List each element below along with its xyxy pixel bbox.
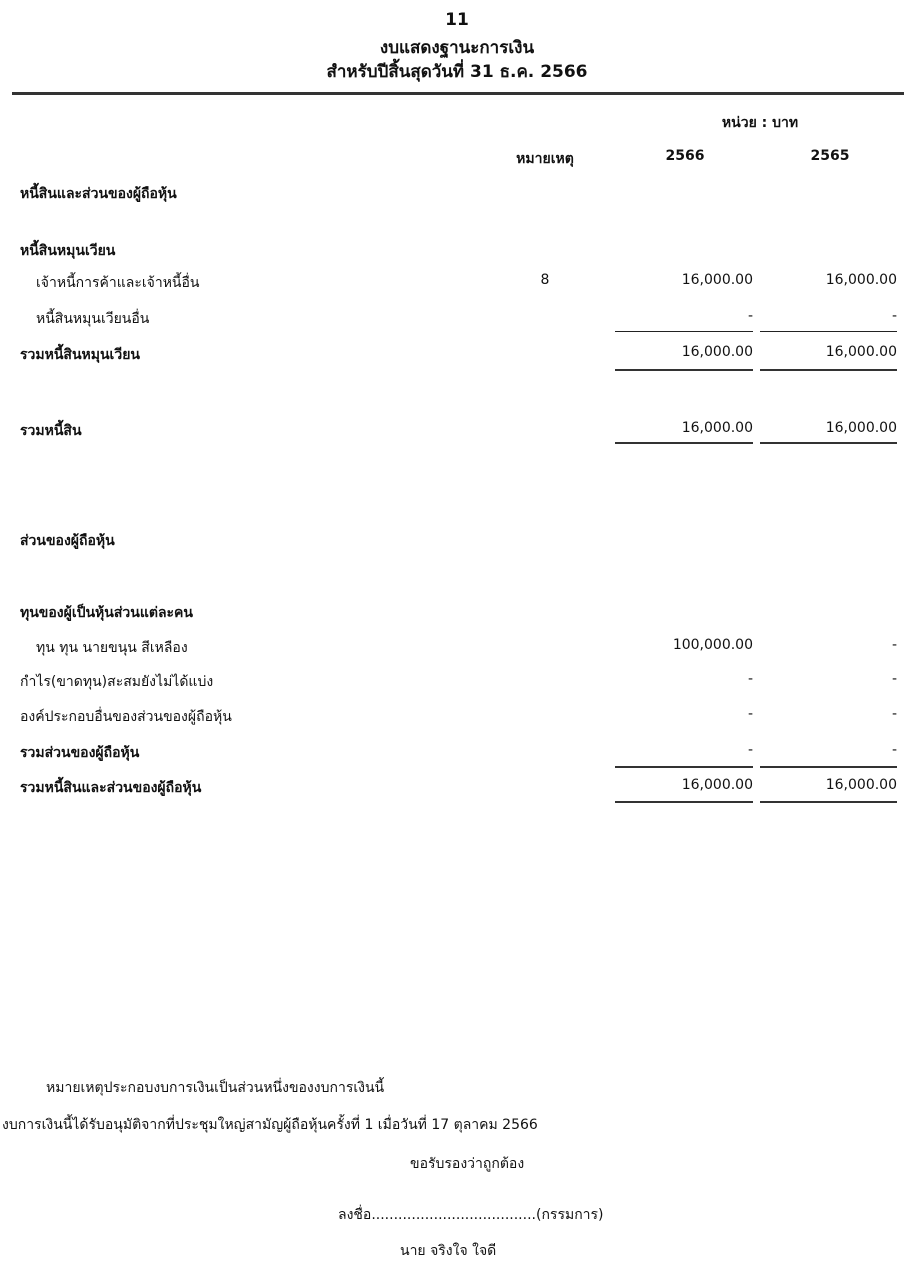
row-total-liab-equity-label: รวมหนี้สินและส่วนของผู้ถือหุ้น — [20, 780, 202, 796]
row-total-liab-2566: 16,000.00 — [681, 420, 753, 436]
row-total-current-2565: 16,000.00 — [825, 344, 897, 360]
row-total-liab-2565: 16,000.00 — [825, 420, 897, 436]
row-retained-label: กำไร(ขาดทุน)สะสมยังไม่ได้แบ่ง — [20, 674, 214, 690]
row-total-liab-label: รวมหนี้สิน — [20, 423, 82, 439]
footer-note: หมายเหตุประกอบงบการเงินเป็นส่วนหนึ่งของงบการเงินนี้ — [46, 1080, 385, 1096]
row-other-equity-2566: - — [747, 706, 753, 722]
row-total-liab-equity-2565: 16,000.00 — [825, 777, 897, 793]
subtotal-line-2566 — [615, 331, 753, 332]
total-line-2566 — [615, 369, 753, 371]
section-current-liab: หนี้สินหมุนเวียน — [20, 243, 116, 259]
row-other-current-2565: - — [891, 308, 897, 324]
row-total-equity-2565: - — [891, 742, 897, 758]
row-trade-payables-2566: 16,000.00 — [681, 272, 753, 288]
row-other-equity-label: องค์ประกอบอื่นของส่วนของผู้ถือหุ้น — [20, 709, 232, 725]
total-liab-line-2565 — [760, 442, 897, 444]
total-liab-line-2566 — [615, 442, 753, 444]
row-total-equity-label: รวมส่วนของผู้ถือหุ้น — [20, 745, 140, 761]
signatory-name: นาย จริงใจ ใจดี — [400, 1243, 497, 1259]
row-total-current-2566: 16,000.00 — [681, 344, 753, 360]
row-total-current-label: รวมหนี้สินหมุนเวียน — [20, 347, 140, 363]
row-total-equity-2566: - — [747, 742, 753, 758]
row-retained-2565: - — [891, 671, 897, 687]
signature-line: ลงชื่อ.....................................(กรรมการ) — [338, 1207, 604, 1223]
page-subtitle: สำหรับปีสิ้นสุดวันที่ 31 ธ.ค. 2566 — [326, 62, 588, 82]
equity-line-2565 — [760, 766, 897, 768]
footer-approval: งบการเงินนี้ได้รับอนุมัติจากที่ประชุมใหญ่สามัญผู้ถือหุ้นครั้งที่ 1 เมื่อวันที่ 17 ตุลาคม 2566 — [2, 1117, 538, 1133]
col-2565-header: 2565 — [810, 148, 850, 164]
col-2566-header: 2566 — [665, 148, 705, 164]
footer-certify: ขอรับรองว่าถูกต้อง — [410, 1156, 525, 1172]
grand-total-line-2566 — [615, 801, 753, 803]
section-liab-equity: หนี้สินและส่วนของผู้ถือหุ้น — [20, 186, 177, 202]
equity-line-2566 — [615, 766, 753, 768]
row-trade-payables-label: เจ้าหนี้การค้าและเจ้าหนี้อื่น — [36, 275, 200, 291]
row-capital-2565: - — [891, 637, 897, 653]
page-number: 11 — [445, 10, 469, 30]
section-partners-capital: ทุนของผู้เป็นหุ้นส่วนแต่ละคน — [20, 605, 193, 621]
row-capital-2566: 100,000.00 — [672, 637, 753, 653]
total-line-2565 — [760, 369, 897, 371]
row-retained-2566: - — [747, 671, 753, 687]
section-equity: ส่วนของผู้ถือหุ้น — [20, 533, 115, 549]
row-capital-label: ทุน ทุน นายขนุน สีเหลือง — [36, 640, 188, 656]
row-trade-payables-note: 8 — [540, 272, 550, 288]
row-trade-payables-2565: 16,000.00 — [825, 272, 897, 288]
row-other-equity-2565: - — [891, 706, 897, 722]
row-other-current-label: หนี้สินหมุนเวียนอื่น — [36, 311, 150, 327]
row-other-current-2566: - — [747, 308, 753, 324]
header-divider — [12, 92, 904, 95]
row-total-liab-equity-2566: 16,000.00 — [681, 777, 753, 793]
col-note-header: หมายเหตุ — [516, 151, 574, 167]
subtotal-line-2565 — [760, 331, 897, 332]
grand-total-line-2565 — [760, 801, 897, 803]
unit-label: หน่วย : บาท — [721, 115, 799, 131]
page-title: งบแสดงฐานะการเงิน — [379, 38, 535, 58]
